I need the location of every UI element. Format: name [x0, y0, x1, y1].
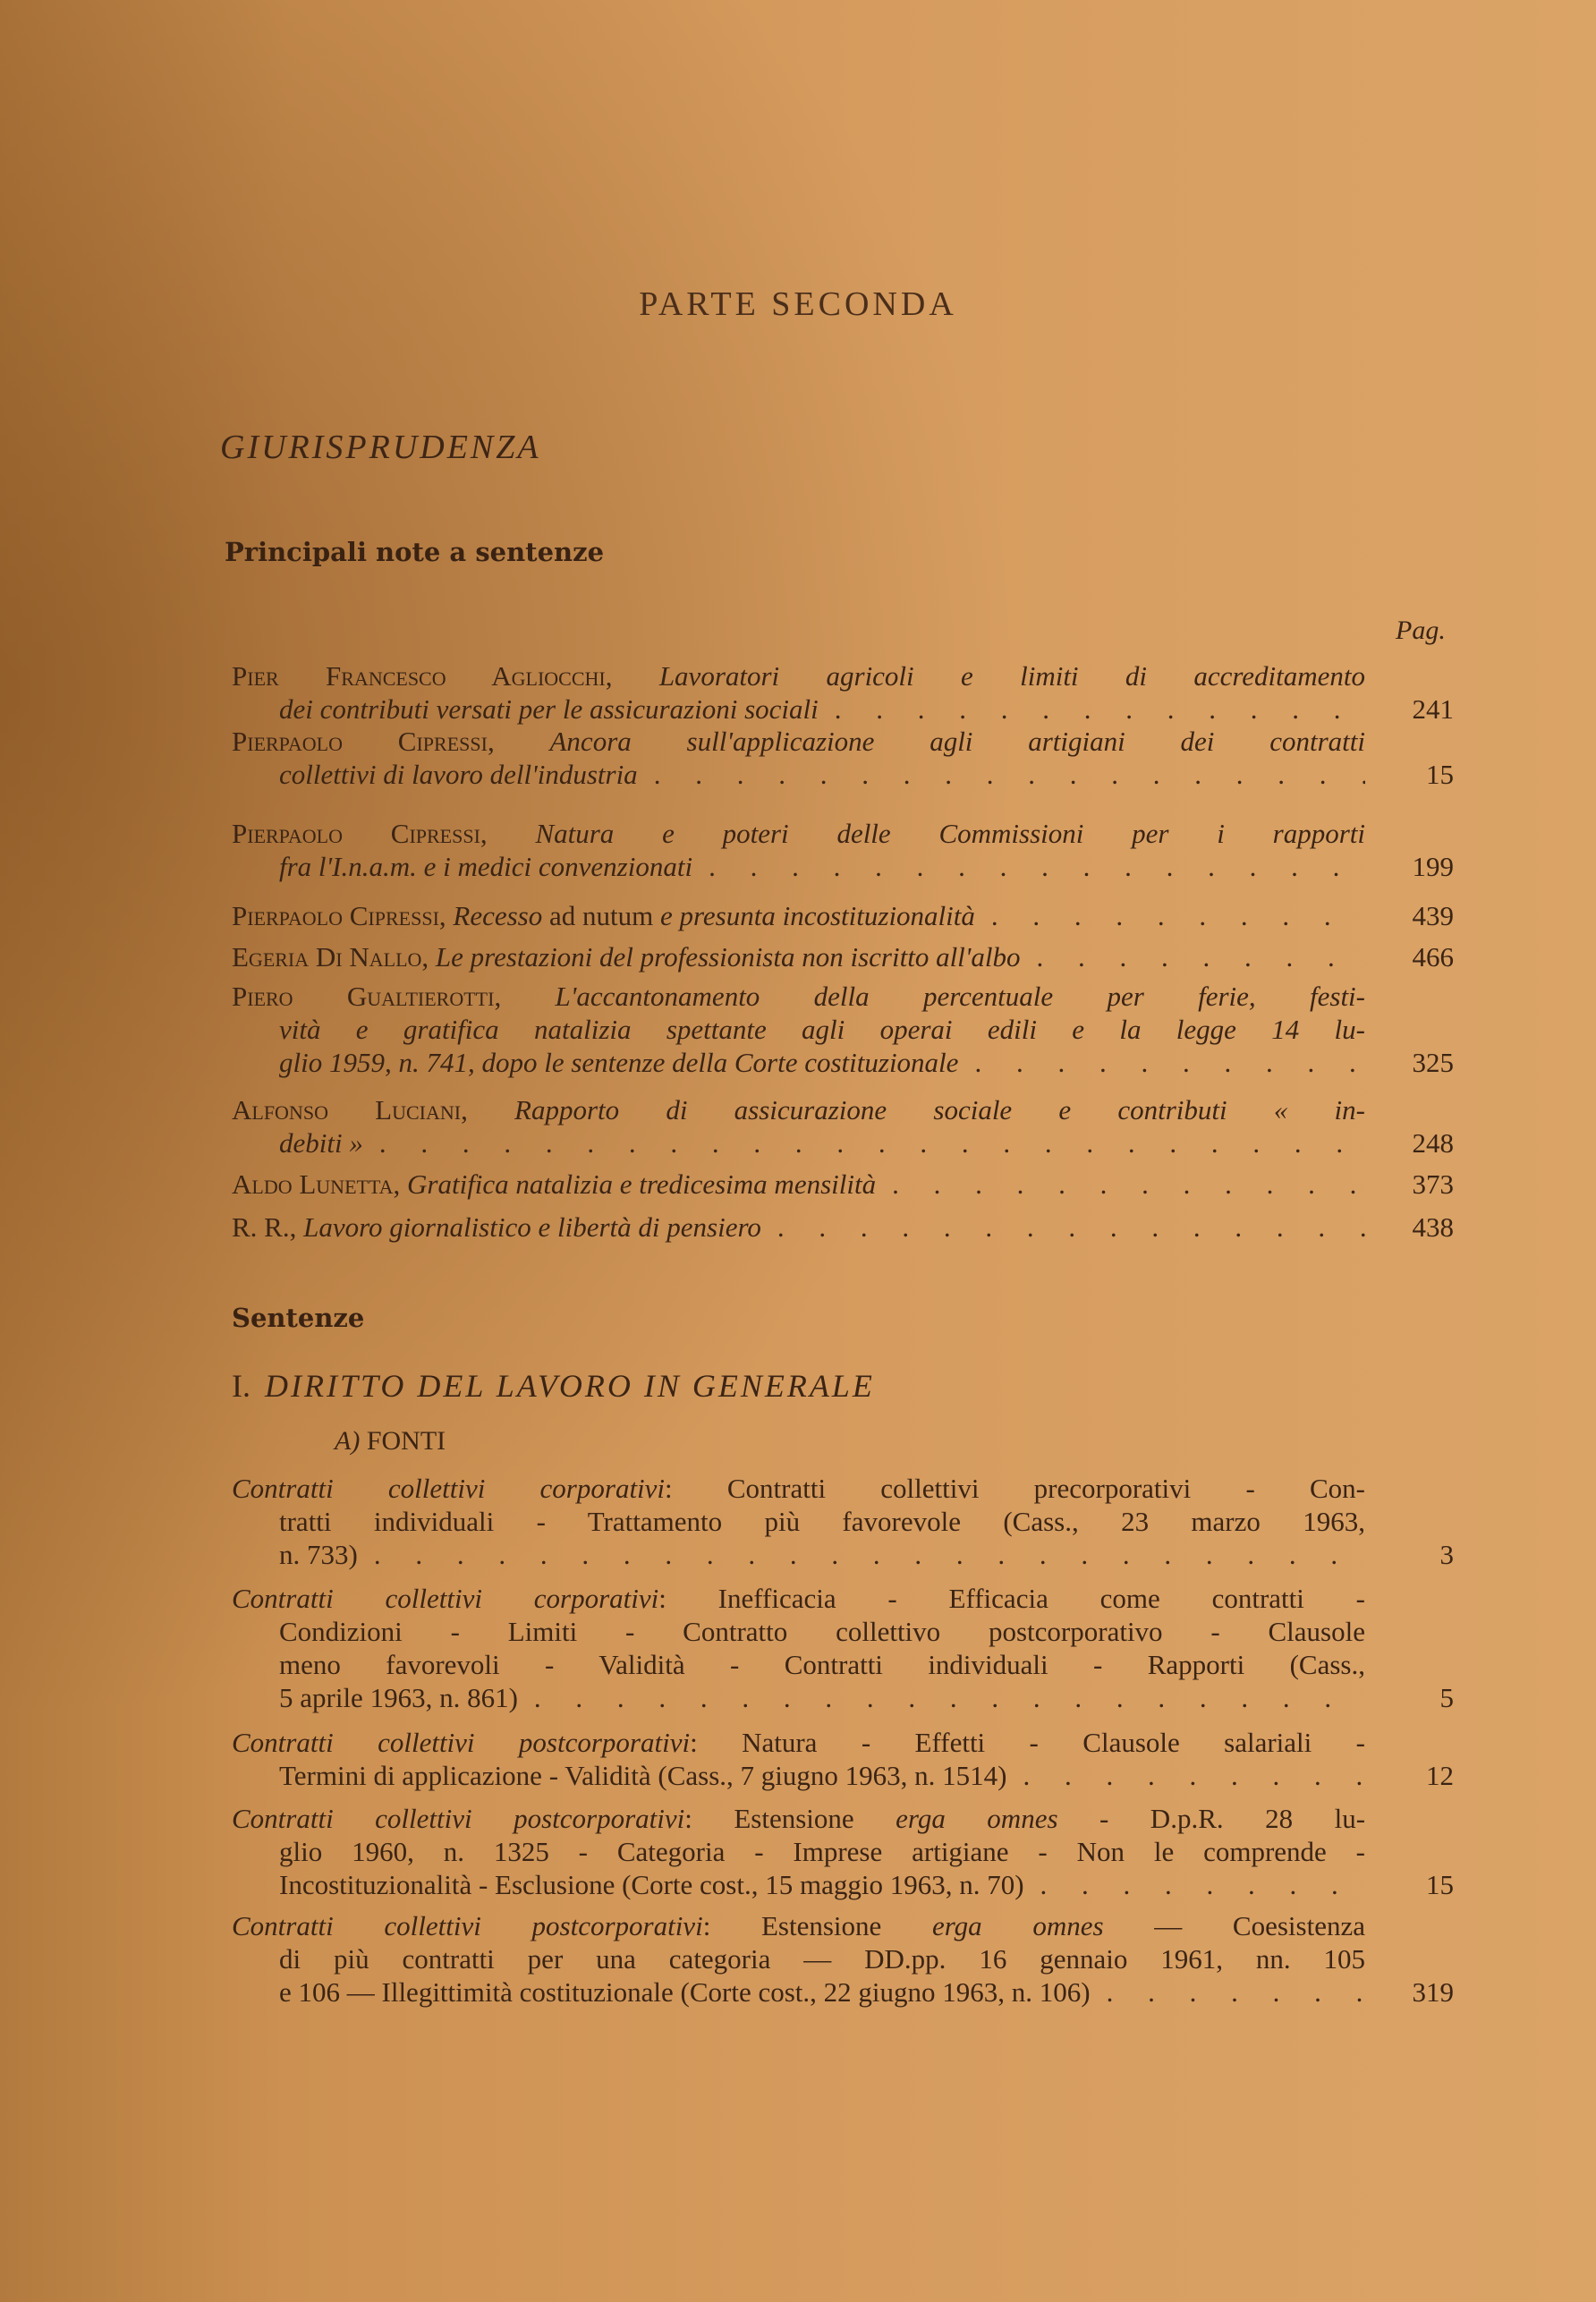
- entry-line: [232, 1126, 1454, 1159]
- italic-title: Lavoro giornalistico e libertà di pensiero: [303, 1211, 761, 1243]
- entry-line-text: [279, 1506, 1365, 1537]
- author-name: Pierpaolo Cipressi,: [232, 900, 454, 931]
- dot-leader: [638, 758, 1365, 791]
- page-number: 248: [1412, 1127, 1454, 1159]
- note-entry: [232, 725, 1454, 791]
- entry-line: [232, 1726, 1365, 1759]
- sentence-entry: [232, 1802, 1454, 1901]
- author-name: Aldo Lunetta,: [232, 1168, 408, 1200]
- page-number: 5: [1439, 1682, 1454, 1713]
- italic-title: Le prestazioni del professionista non iscritto all'albo: [435, 941, 1021, 973]
- entry-text: ad nutum: [549, 900, 660, 931]
- entry-line-text: [279, 1681, 518, 1714]
- entry-text: glio 1960, n. 1325 - Categoria - Imprese artigiane - Non le comprende -: [279, 1836, 1365, 1867]
- part-title: PARTE SECONDA: [639, 285, 957, 323]
- entry-text: e 106 — Illegittimità costituzionale (Corte cost., 22 giugno 1963, n. 106): [279, 1976, 1091, 2008]
- dot-leader: [1021, 940, 1365, 973]
- italic-title: e presunta incostituzionalità: [660, 900, 975, 931]
- entry-text: meno favorevoli - Validità - Contratti individuali - Rapporti (Cass.,: [279, 1649, 1365, 1680]
- entry-text: - D.p.R. 28 lu-: [1057, 1803, 1366, 1834]
- italic-title: Contratti collettivi postcorporativi: [232, 1910, 703, 1941]
- note-entry: [232, 980, 1454, 1079]
- sentence-entry: [232, 1726, 1454, 1792]
- entry-line: [232, 1582, 1365, 1615]
- sentences-heading: Sentenze: [232, 1303, 365, 1333]
- italic-title: Contratti collettivi postcorporativi: [232, 1727, 691, 1758]
- italic-title: erga omnes: [931, 1910, 1104, 1941]
- page-number: 199: [1412, 851, 1454, 882]
- entry-line-text: [279, 1126, 363, 1159]
- subchapter-heading: [335, 1426, 446, 1457]
- dot-leader: [363, 1126, 1365, 1159]
- entry-line-text: [232, 726, 1365, 757]
- entry-line: [232, 940, 1454, 973]
- author-name: Alfonso Luciani,: [232, 1094, 515, 1126]
- italic-title: Ancora sull'applicazione agli artigiani dei contratti: [549, 726, 1365, 757]
- entry-line-text: [279, 1538, 358, 1571]
- entry-line-text: [232, 1094, 1365, 1126]
- entry-line: [232, 1942, 1365, 1975]
- entry-line-text: [279, 758, 638, 791]
- page-number: 319: [1412, 1976, 1454, 2008]
- note-entry: [232, 1168, 1454, 1201]
- sentence-entry: [232, 1472, 1454, 1571]
- entry-line: [232, 1835, 1365, 1868]
- italic-title: Gratifica natalizia e tredicesima mensilità: [407, 1168, 877, 1200]
- dot-leader: [761, 1210, 1365, 1244]
- italic-title: glio 1959, n. 741, dopo le sentenze della Corte costituzionale: [279, 1047, 959, 1078]
- entry-line-text: [279, 1616, 1365, 1647]
- dot-leader: [692, 850, 1365, 883]
- entry-line-text: [279, 850, 692, 883]
- entry-text: : Contratti collettivi precorporativi - Con-: [665, 1473, 1365, 1504]
- entry-line: [232, 899, 1454, 932]
- italic-title: fra l'I.n.a.m. e i medici convenzionati: [279, 851, 693, 882]
- author-name: Egeria Di Nallo,: [232, 941, 436, 973]
- chapter-number: I.: [232, 1368, 250, 1404]
- entry-line-text: [232, 1583, 1365, 1614]
- entry-text: : Inefficacia - Efficacia come contratti -: [658, 1583, 1365, 1614]
- page-number: 15: [1426, 759, 1454, 790]
- entry-line-text: [279, 1868, 1024, 1901]
- entry-line: [232, 1681, 1454, 1714]
- entry-line: [232, 1505, 1365, 1538]
- entry-line: [232, 758, 1454, 791]
- entry-line: [232, 1538, 1454, 1571]
- notes-heading: Principali note a sentenze: [225, 537, 605, 567]
- entry-line: [232, 1868, 1454, 1901]
- entry-line: [232, 1909, 1365, 1942]
- entry-line-text: [279, 1759, 1006, 1792]
- italic-title: Rapporto di assicurazione sociale e contributi « in-: [514, 1094, 1365, 1126]
- entry-line: [232, 1168, 1454, 1201]
- entry-line-text: [279, 1975, 1091, 2009]
- note-entry: [232, 1210, 1454, 1244]
- entry-line-text: [279, 1943, 1365, 1975]
- entry-text: : Estensione: [702, 1910, 932, 1941]
- page-number: 12: [1426, 1760, 1454, 1791]
- entry-line: [232, 1093, 1365, 1126]
- entry-line: [232, 1472, 1365, 1505]
- entry-line: [232, 1013, 1365, 1046]
- entry-line: [232, 725, 1365, 758]
- subchapter-title: FONTI: [366, 1426, 446, 1456]
- entry-line-text: [279, 1046, 958, 1079]
- italic-title: Contratti collettivi corporativi: [232, 1473, 666, 1504]
- sentence-entry: [232, 1909, 1454, 2009]
- dot-leader: [1024, 1868, 1365, 1901]
- italic-title: debiti »: [279, 1127, 363, 1159]
- note-entry: [232, 899, 1454, 932]
- section-title: GIURISPRUDENZA: [220, 429, 541, 466]
- entry-line: [232, 1975, 1454, 2009]
- page-number: 439: [1412, 900, 1454, 931]
- entry-text: R. R.,: [232, 1211, 304, 1243]
- page-column-label: Pag.: [1396, 616, 1446, 645]
- entry-line: [232, 1615, 1365, 1648]
- dot-leader: [358, 1538, 1365, 1571]
- entry-line-text: [232, 818, 1365, 849]
- entry-line-text: [232, 1168, 876, 1201]
- entry-text: 5 aprile 1963, n. 861): [279, 1682, 518, 1713]
- dot-leader: [1006, 1759, 1365, 1792]
- entry-line-text: [232, 1210, 761, 1244]
- entry-text: Termini di applicazione - Validità (Cass., 7 giugno 1963, n. 1514): [279, 1760, 1007, 1791]
- page-number: 373: [1412, 1168, 1454, 1200]
- entry-text: n. 733): [279, 1539, 358, 1570]
- entry-text: Condizioni - Limiti - Contratto collettivo postcorporativo - Clausole: [279, 1616, 1365, 1647]
- entry-text: Incostituzionalità - Esclusione (Corte cost., 15 maggio 1963, n. 70): [279, 1869, 1024, 1900]
- entry-line-text: [279, 1836, 1365, 1867]
- page-number: 438: [1412, 1211, 1454, 1243]
- entry-line-text: [279, 1014, 1365, 1045]
- page-number: 3: [1439, 1539, 1454, 1570]
- page-number: 466: [1412, 941, 1454, 973]
- entry-line: [232, 659, 1365, 692]
- author-name: Piero Gualtierotti,: [232, 981, 556, 1012]
- page-number: 241: [1412, 693, 1454, 725]
- entry-line-text: [232, 899, 975, 932]
- dot-leader: [975, 899, 1365, 932]
- entry-line: [232, 980, 1365, 1013]
- dot-leader: [958, 1046, 1365, 1079]
- entry-text: tratti individuali - Trattamento più favorevole (Cass., 23 marzo 1963,: [279, 1506, 1365, 1537]
- entry-line-text: [232, 1727, 1365, 1758]
- author-name: Pierpaolo Cipressi,: [232, 726, 550, 757]
- chapter-title: DIRITTO DEL LAVORO IN GENERALE: [265, 1368, 875, 1404]
- entry-line: [232, 692, 1454, 726]
- dot-leader: [876, 1168, 1365, 1201]
- entry-text: — Coesistenza: [1103, 1910, 1366, 1941]
- entry-line: [232, 1759, 1454, 1792]
- page-number: 15: [1426, 1869, 1454, 1900]
- italic-title: Natura e poteri delle Commissioni per i rapporti: [535, 818, 1365, 849]
- chapter-heading: [232, 1367, 875, 1405]
- entry-line-text: [232, 1473, 1365, 1504]
- note-entry: [232, 817, 1454, 883]
- author-name: Pierpaolo Cipressi,: [232, 818, 536, 849]
- italic-title: vità e gratifica natalizia spettante agli operai edili e la legge 14 lu-: [279, 1014, 1365, 1045]
- dot-leader: [819, 692, 1365, 726]
- dot-leader: [1091, 1975, 1365, 2009]
- entry-line: [232, 817, 1365, 850]
- note-entry: [232, 940, 1454, 973]
- italic-title: Recesso: [453, 900, 549, 931]
- entry-line: [232, 1046, 1454, 1079]
- entry-line-text: [279, 1649, 1365, 1680]
- dot-leader: [518, 1681, 1365, 1714]
- italic-title: erga omnes: [896, 1803, 1058, 1834]
- italic-title: collettivi di lavoro dell'industria: [279, 759, 638, 790]
- entry-line: [232, 1210, 1454, 1244]
- italic-title: Lavoratori agricoli e limiti di accreditamento: [658, 660, 1365, 692]
- italic-title: Contratti collettivi postcorporativi: [232, 1803, 685, 1834]
- sentence-entry: [232, 1582, 1454, 1714]
- page-number: 325: [1412, 1047, 1454, 1078]
- entry-line-text: [232, 981, 1365, 1012]
- italic-title: Contratti collettivi corporativi: [232, 1583, 659, 1614]
- italic-title: L'accantonamento della percentuale per ferie, festi-: [555, 981, 1365, 1012]
- entry-text: : Estensione: [684, 1803, 896, 1834]
- entry-line-text: [232, 940, 1021, 973]
- note-entry: [232, 1093, 1454, 1159]
- subchapter-letter: A): [335, 1426, 361, 1456]
- entry-line-text: [232, 1910, 1365, 1941]
- italic-title: dei contributi versati per le assicurazioni sociali: [279, 693, 819, 725]
- entry-text: di più contratti per una categoria — DD.pp. 16 gennaio 1961, nn. 105: [279, 1943, 1365, 1975]
- entry-line: [232, 1802, 1365, 1835]
- entry-line: [232, 1648, 1365, 1681]
- author-name: Pier Francesco Agliocchi,: [232, 660, 659, 692]
- entry-line: [232, 850, 1454, 883]
- entry-line-text: [279, 692, 819, 726]
- note-entry: [232, 659, 1454, 726]
- entry-line-text: [232, 660, 1365, 692]
- entry-text: : Natura - Effetti - Clausole salariali -: [690, 1727, 1365, 1758]
- entry-line-text: [232, 1803, 1365, 1834]
